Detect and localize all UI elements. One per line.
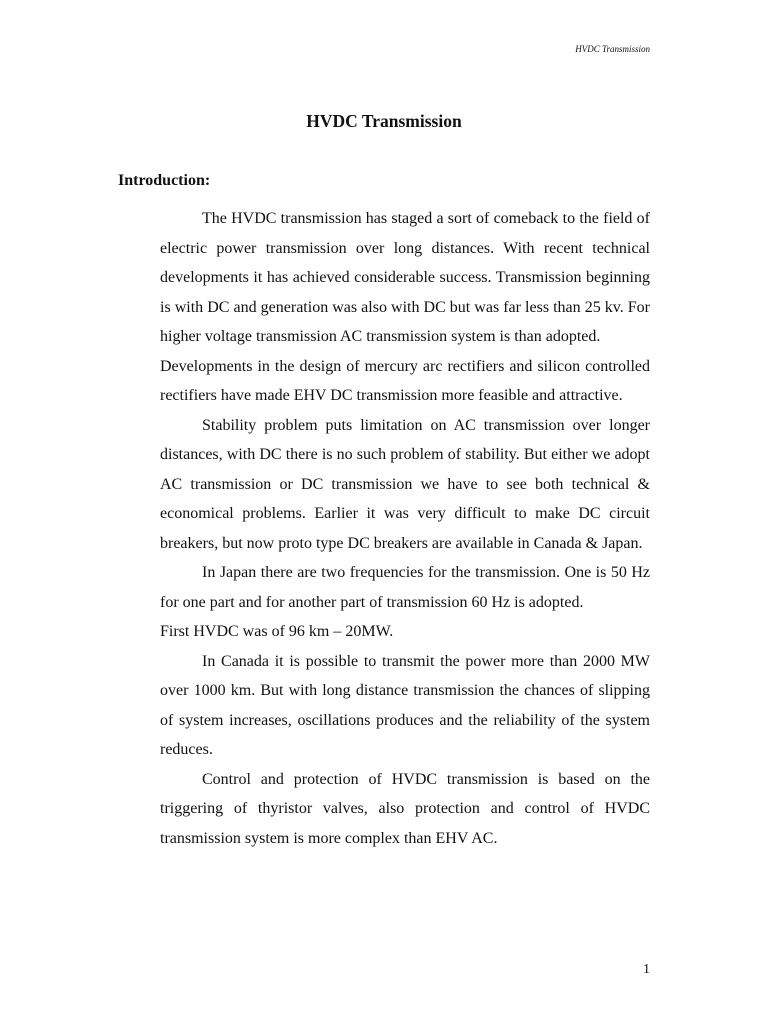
running-header: HVDC Transmission [575, 44, 650, 54]
paragraph-control-protection: Control and protection of HVDC transmission is based on the triggering of thyristor valves, also protection and control of HVDC transmission system is more complex than EHV AC. [160, 770, 650, 847]
paragraph-stability-problem: Stability problem puts limitation on AC transmission over longer distances, with DC there is no such problem of stability. But either we adopt AC transmission or DC transmission we have to see both technical & economical problems. Earlier it was very difficult to make DC circuit breakers, but now proto type DC breakers are available in Canada & Japan. [160, 416, 650, 552]
page-number: 1 [643, 962, 650, 977]
paragraph-japan-frequencies: In Japan there are two frequencies for the transmission. One is 50 Hz for one part and for another part of transmission 60 Hz is adopted. [160, 564, 650, 611]
body-text [160, 204, 650, 853]
paragraph-rectifier-developments: Developments in the design of mercury arc rectifiers and silicon controlled rectifiers have made EHV DC transmission more feasible and attractive. [160, 357, 650, 404]
paragraph-canada-transmission: In Canada it is possible to transmit the power more than 2000 MW over 1000 km. But with long distance transmission the chances of slipping of system increases, oscillations produces and the reliability of the system reduces. [160, 652, 650, 758]
section-heading-introduction: Introduction: [118, 172, 211, 189]
page-title: HVDC Transmission [306, 111, 462, 131]
paragraph-hvdc-comeback: The HVDC transmission has staged a sort of comeback to the field of electric power transmission over long distances. With recent technical developments it has achieved considerable success. Transmission beginning is with DC and generation was also with DC but was far less than 25 kv. For higher voltage transmission AC transmission system is than adopted. [160, 210, 650, 345]
paragraph-first-hvdc: First HVDC was of 96 km – 20MW. [160, 623, 394, 640]
